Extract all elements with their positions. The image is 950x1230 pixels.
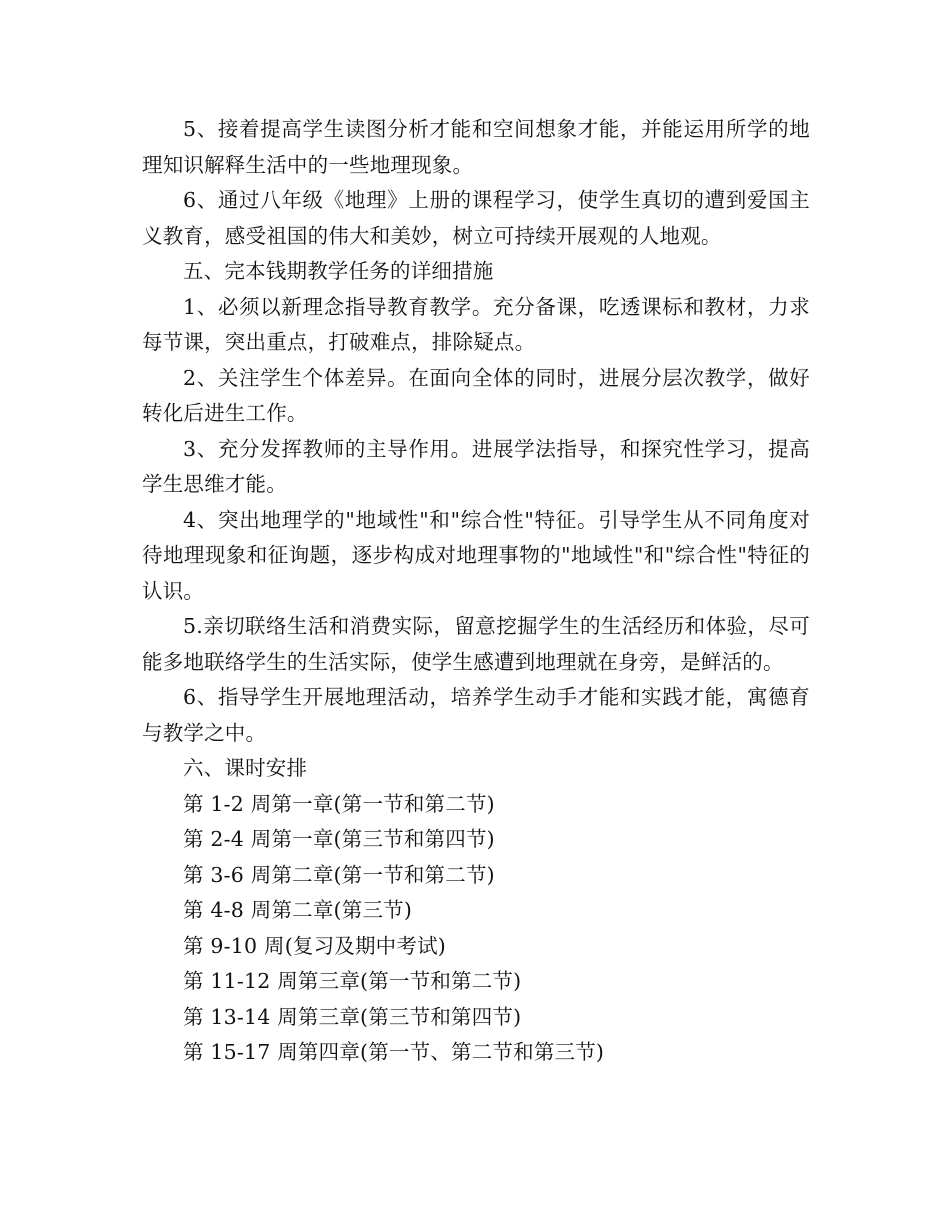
section-heading-schedule: 六、课时安排 [183,756,308,780]
paragraph-measure-5: 5.亲切联络生活和消费实际，留意挖掘学生的生活经历和体验，尽可能多地联络学生的生活实际，使学生感遭到地理就在身旁，是鲜活的。 [142,614,810,674]
paragraph-goal-5: 5、接着提高学生读图分析才能和空间想象才能，并能运用所学的地理知识解释生活中的一些地理现象。 [142,117,810,177]
schedule-item: 第 1-2 周第一章(第一节和第二节) [183,791,495,816]
paragraph-measure-3: 3、充分发挥教师的主导作用。进展学法指导，和探究性学习，提高学生思维才能。 [142,436,810,496]
schedule-item: 第 4-8 周第二章(第三节) [183,898,413,922]
paragraph-measure-4: 4、突出地理学的"地域性"和"综合性"特征。引导学生从不同角度对待地理现象和征询题，逐步构成对地理事物的"地域性"和"综合性"特征的认识。 [142,507,810,603]
schedule-item: 第 15-17 周第四章(第一节、第二节和第三节) [183,1040,605,1064]
schedule-item: 第 13-14 周第三章(第三节和第四节) [183,1004,522,1029]
schedule-item: 第 2-4 周第一章(第三节和第四节) [183,827,495,851]
section-heading-measures: 五、完本钱期教学任务的详细措施 [183,259,494,283]
paragraph-measure-1: 1、必须以新理念指导教育教学。充分备课，吃透课标和教材，力求每节课，突出重点，打破难点，排除疑点。 [142,294,810,354]
document-body [142,112,810,1071]
schedule-item: 第 11-12 周第三章(第一节和第二节) [183,969,522,993]
paragraph-measure-2: 2、关注学生个体差异。在面向全体的同时，进展分层次教学，做好转化后进生工作。 [142,365,810,425]
paragraph-measure-6: 6、指导学生开展地理活动，培养学生动手才能和实践才能，寓德育与教学之中。 [142,685,810,745]
schedule-item: 第 3-6 周第二章(第一节和第二节) [183,862,495,887]
schedule-item: 第 9-10 周(复习及期中考试) [183,933,446,958]
paragraph-goal-6: 6、通过八年级《地理》上册的课程学习，使学生真切的遭到爱国主义教育，感受祖国的伟大和美妙，树立可持续开展观的人地观。 [142,188,810,248]
